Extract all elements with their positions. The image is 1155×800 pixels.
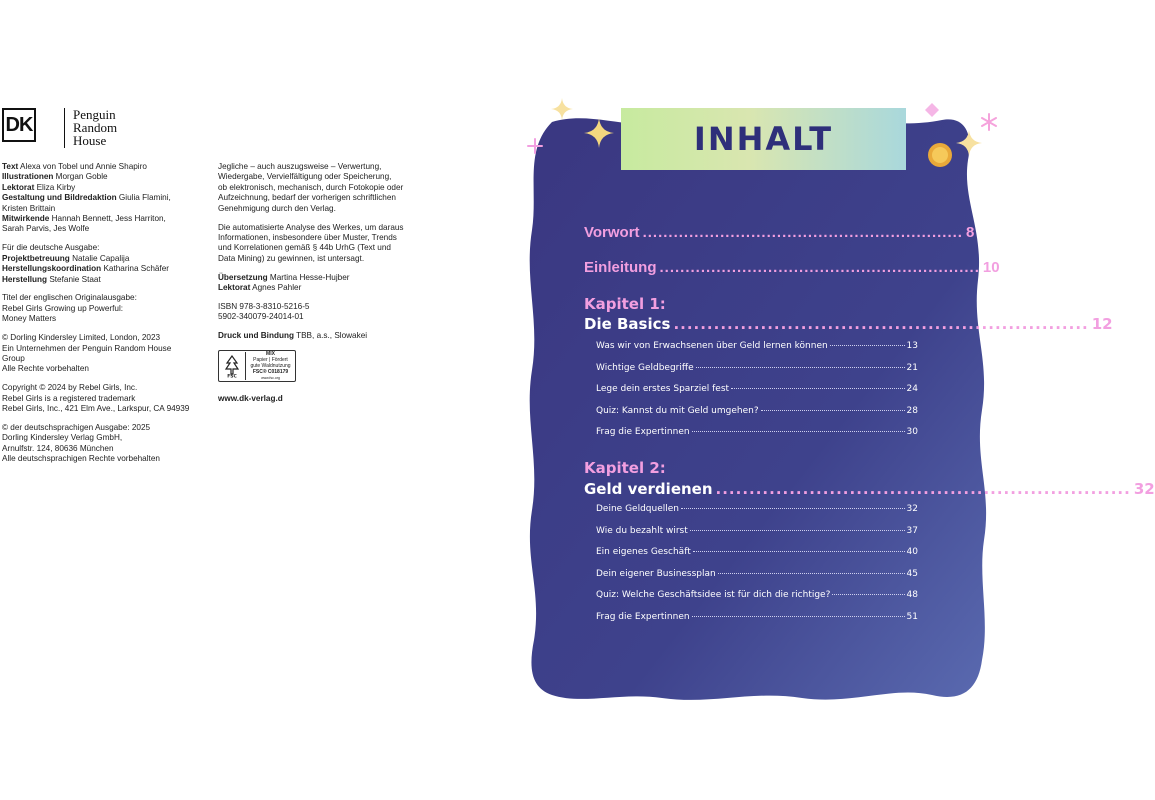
- imprint-role: Lektorat: [2, 182, 35, 192]
- chapter-title-text: Geld verdienen: [584, 480, 713, 498]
- toc-entry-label: Einleitung: [584, 259, 657, 276]
- toc-subentry-label: Frag die Expertinnen: [596, 427, 690, 438]
- imprint-text: Group: [2, 354, 25, 363]
- imprint-text: Wiedergabe, Vervielfältigung oder Speicherung,: [218, 172, 392, 182]
- fsc-tree-icon: [219, 352, 246, 380]
- toc-entry-page: 8: [965, 224, 975, 241]
- toc-subentry[interactable]: [596, 569, 918, 579]
- toc-entry-einleitung[interactable]: [584, 259, 1000, 276]
- toc-subentry-label: Was wir von Erwachsenen über Geld lernen können: [596, 341, 828, 351]
- toc-leader-dots: ..............................................................: [715, 480, 1131, 498]
- imprint-text: Stefanie Staat: [47, 274, 101, 284]
- imprint-paragraph: [2, 423, 202, 465]
- toc-title: INHALT: [693, 120, 834, 158]
- toc-subentry-page: 45: [906, 568, 918, 579]
- imprint-line: [2, 172, 202, 182]
- toc-subentry-page: 21: [906, 362, 918, 373]
- imprint-line: [218, 283, 418, 293]
- fsc-text: [246, 351, 295, 381]
- imprint-text: Martina Hesse-Hujber: [267, 272, 350, 282]
- imprint-paragraph: [2, 383, 202, 414]
- imprint-text: TBB, a.s., Slowakei: [293, 331, 368, 341]
- imprint-line: [218, 183, 418, 193]
- imprint-line: [2, 293, 202, 303]
- dk-logo: DK: [2, 108, 36, 142]
- imprint-text: Kristen Brittain: [2, 203, 56, 213]
- imprint-line: [218, 254, 418, 264]
- imprint-text: Für die deutsche Ausgabe:: [2, 243, 100, 253]
- toc-subentry[interactable]: [596, 406, 918, 416]
- imprint-role: Illustrationen: [2, 172, 54, 182]
- chapter-1-label: Kapitel 1:: [584, 295, 666, 313]
- toc-subentry-page: 48: [906, 590, 918, 601]
- imprint-line: [2, 433, 202, 443]
- imprint-line: [2, 275, 202, 285]
- imprint-text: Katharina Schäfer: [101, 264, 169, 274]
- imprint-line: [218, 273, 418, 283]
- imprint-paragraph: [2, 243, 202, 285]
- logo-line: House: [73, 133, 107, 148]
- imprint-text: Die automatisierte Analyse des Werkes, um daraus: [218, 222, 404, 232]
- toc-entry-label: Vorwort: [584, 224, 640, 241]
- toc-subentry-label: Deine Geldquellen: [596, 504, 679, 514]
- toc-leader-dots: [832, 594, 904, 595]
- imprint-line: [2, 183, 202, 193]
- chapter-page: 12: [1091, 315, 1113, 333]
- toc-subentry-page: 28: [906, 405, 918, 416]
- imprint-text: Giulia Flamini,: [116, 193, 171, 203]
- toc-subentry-label: Frag die Expertinnen: [596, 612, 690, 622]
- imprint-line: [218, 193, 418, 203]
- toc-leader-dots: [731, 388, 904, 389]
- imprint-text: Genehmigung durch den Verlag.: [218, 203, 336, 213]
- imprint-line: [2, 333, 202, 343]
- imprint-line: [2, 354, 202, 364]
- toc-subentry-label: Wie du bezahlt wirst: [596, 525, 688, 536]
- toc-leader-dots: ..............................................................: [659, 259, 980, 276]
- toc-subentry[interactable]: [596, 547, 918, 557]
- imprint-text: ISBN 978-3-8310-5216-5: [218, 301, 310, 311]
- imprint-text: Dorling Kindersley Verlag GmbH,: [2, 433, 123, 443]
- toc-subentry[interactable]: [596, 384, 918, 394]
- imprint-text: Rebel Girls, Inc., 421 Elm Ave., Larkspur, CA 94939: [2, 404, 190, 414]
- imprint-role: Herstellungskoordination: [2, 264, 102, 274]
- chapter-2-title[interactable]: [584, 480, 1155, 498]
- imprint-text: Eliza Kirby: [34, 182, 76, 192]
- diamond-icon: [925, 103, 939, 117]
- logo-line: Penguin: [73, 107, 116, 122]
- toc-subentry-label: Quiz: Kannst du mit Geld umgehen?: [596, 405, 759, 416]
- imprint-line: [218, 302, 418, 312]
- imprint-line: [2, 383, 202, 393]
- imprint-line: [2, 444, 202, 454]
- plus-icon: [527, 138, 543, 154]
- imprint-line: [2, 254, 202, 264]
- toc-subentry[interactable]: [596, 590, 918, 600]
- imprint-paragraph: [218, 273, 418, 294]
- imprint-line: [218, 331, 418, 341]
- imprint-text: Ein Unternehmen der Penguin Random House: [2, 343, 172, 353]
- imprint-role: Gestaltung und Bildredaktion: [2, 193, 117, 203]
- imprint-paragraph: [218, 223, 418, 265]
- imprint-text: Copyright © 2024 by Rebel Girls, Inc.: [2, 383, 138, 393]
- imprint-line: [2, 224, 202, 234]
- fsc-code: FSC® C018179: [252, 369, 289, 376]
- toc-subentry[interactable]: [596, 612, 918, 622]
- imprint-paragraph: [218, 162, 418, 214]
- sparkle-icon: [551, 98, 573, 120]
- toc-subentry-page: 30: [906, 427, 918, 438]
- imprint-line: [218, 312, 418, 322]
- toc-leader-dots: [692, 616, 905, 617]
- imprint-role: Mitwirkende: [2, 214, 50, 224]
- imprint-line: [2, 314, 202, 324]
- toc-leader-dots: [696, 367, 905, 368]
- website-link[interactable]: www.dk-verlag.d: [218, 394, 283, 404]
- imprint-text: Jegliche – auch auszugsweise – Verwertung,: [218, 162, 382, 171]
- toc-leader-dots: ..............................................................: [642, 224, 963, 241]
- toc-subentry[interactable]: [596, 363, 918, 373]
- fsc-label: [218, 350, 296, 382]
- imprint-text: 5902-340079-24014-01: [218, 312, 304, 322]
- coin-icon: [926, 141, 954, 169]
- imprint-text: Natalie Capalija: [69, 253, 130, 263]
- imprint-line: [2, 264, 202, 274]
- toc-subentry-page: 32: [906, 504, 918, 514]
- toc-subentry-page: 51: [906, 612, 918, 622]
- imprint-line: [218, 243, 418, 253]
- imprint-text: und Korrelationen gemäß § 44b UrhG (Text und: [218, 243, 391, 253]
- imprint-text: © Dorling Kindersley Limited, London, 2023: [2, 333, 161, 343]
- imprint-line: [2, 344, 202, 354]
- imprint-role: Übersetzung: [218, 272, 268, 282]
- imprint-line: [2, 454, 202, 464]
- logo-divider: [64, 108, 65, 148]
- imprint-line: [218, 233, 418, 243]
- toc-leader-dots: [681, 508, 905, 509]
- imprint-line: [2, 404, 202, 414]
- fsc-site: www.fsc.org: [261, 376, 280, 381]
- toc-leader-dots: [690, 530, 905, 531]
- toc-subentry-label: Ein eigenes Geschäft: [596, 547, 691, 558]
- imprint-role: Text: [2, 162, 19, 171]
- toc-subentry-page: 13: [906, 341, 918, 351]
- fsc-logo-text: FSC: [227, 374, 237, 380]
- asterisk-icon: [980, 113, 998, 131]
- fsc-line2: gute Waldnutzung: [250, 363, 291, 370]
- imprint-text: Aufzeichnung, bedarf der vorherigen schriftlichen: [218, 193, 396, 203]
- imprint-text: Sarah Parvis, Jes Wolfe: [2, 224, 90, 234]
- imprint-text: Agnes Pahler: [250, 283, 302, 293]
- toc-subentry[interactable]: [596, 526, 918, 536]
- toc-subentry-page: 37: [906, 525, 918, 536]
- imprint-paragraph: [218, 331, 418, 341]
- imprint-paragraph: [2, 333, 202, 375]
- toc-subentry[interactable]: [596, 341, 918, 351]
- toc-entry-vorwort[interactable]: [584, 224, 975, 241]
- toc-leader-dots: [693, 551, 905, 552]
- logo-line: Random: [73, 120, 118, 135]
- toc-subentry-label: Quiz: Welche Geschäftsidee ist für dich die richtige?: [596, 590, 831, 601]
- toc-leader-dots: ..............................................................: [673, 315, 1089, 333]
- imprint-text: Rebel Girls Growing up Powerful:: [2, 303, 124, 313]
- imprint-line: [218, 172, 418, 182]
- imprint-line: [2, 423, 202, 433]
- sparkle-icon: [956, 130, 982, 156]
- chapter-2-label: Kapitel 2:: [584, 459, 666, 477]
- chapter-page: 32: [1133, 480, 1155, 498]
- penguin-random-house-logo: [73, 108, 117, 147]
- imprint-line: [2, 204, 202, 214]
- imprint-line: [218, 204, 418, 214]
- imprint-paragraph: [2, 293, 202, 324]
- imprint-line: [218, 223, 418, 233]
- imprint-text: Hannah Bennett, Jess Harriton,: [49, 214, 166, 224]
- imprint-line: [2, 364, 202, 374]
- imprint-line: [2, 243, 202, 253]
- imprint-line: [2, 214, 202, 224]
- imprint-role: Herstellung: [2, 274, 48, 284]
- toc-subentry-label: Dein eigener Businessplan: [596, 568, 716, 579]
- toc-subentry[interactable]: [596, 504, 918, 514]
- imprint-line: [2, 162, 202, 172]
- imprint-role: Druck und Bindung: [218, 331, 294, 341]
- toc-leader-dots: [718, 573, 905, 574]
- imprint-text: © der deutschsprachigen Ausgabe: 2025: [2, 423, 151, 433]
- toc-subentry-page: 40: [906, 547, 918, 558]
- toc-entry-page: 10: [982, 259, 1000, 276]
- imprint-text: Alle deutschsprachigen Rechte vorbehalten: [2, 454, 160, 464]
- toc-leader-dots: [761, 410, 905, 411]
- imprint-text: Arnulfstr. 124, 80636 München: [2, 443, 114, 453]
- toc-leader-dots: [692, 431, 905, 432]
- sparkle-icon: [584, 118, 614, 148]
- publisher-logo: [2, 108, 117, 148]
- imprint-column-1: [2, 162, 202, 473]
- toc-leader-dots: [830, 345, 905, 346]
- imprint-role: Lektorat: [218, 283, 251, 293]
- toc-title-banner: [621, 108, 906, 170]
- imprint-text: ob elektronisch, mechanisch, durch Fotokopie oder: [218, 182, 404, 192]
- imprint-text: Morgan Goble: [53, 172, 108, 182]
- imprint-text: Alexa von Tobel und Annie Shapiro: [18, 162, 147, 171]
- imprint-text: Money Matters: [2, 314, 57, 324]
- toc-subentry-page: 24: [906, 384, 918, 395]
- chapter-1-title[interactable]: [584, 315, 1113, 333]
- imprint-paragraph: [218, 302, 418, 323]
- imprint-paragraph: [2, 162, 202, 235]
- imprint-text: Rebel Girls is a registered trademark: [2, 393, 136, 403]
- imprint-text: Informationen, insbesondere über Muster, Trends: [218, 232, 397, 242]
- fsc-mix: MIX: [266, 351, 275, 358]
- imprint-line: [2, 394, 202, 404]
- imprint-role: Projektbetreuung: [2, 253, 70, 263]
- toc-subentry-label: Lege dein erstes Sparziel fest: [596, 384, 730, 395]
- toc-subentry[interactable]: [596, 427, 918, 437]
- imprint-line: [2, 304, 202, 314]
- chapter-title-text: Die Basics: [584, 315, 671, 333]
- fsc-line1: Papier | Fördert: [253, 357, 288, 364]
- toc-subentry-label: Wichtige Geldbegriffe: [596, 362, 694, 373]
- imprint-text: Data Mining) zu gewinnen, ist untersagt.: [218, 253, 365, 263]
- imprint-line: [2, 193, 202, 203]
- imprint-column-2: [218, 162, 418, 405]
- imprint-line: [218, 162, 418, 172]
- imprint-text: Alle Rechte vorbehalten: [2, 364, 89, 374]
- imprint-text: Titel der englischen Originalausgabe:: [2, 293, 137, 303]
